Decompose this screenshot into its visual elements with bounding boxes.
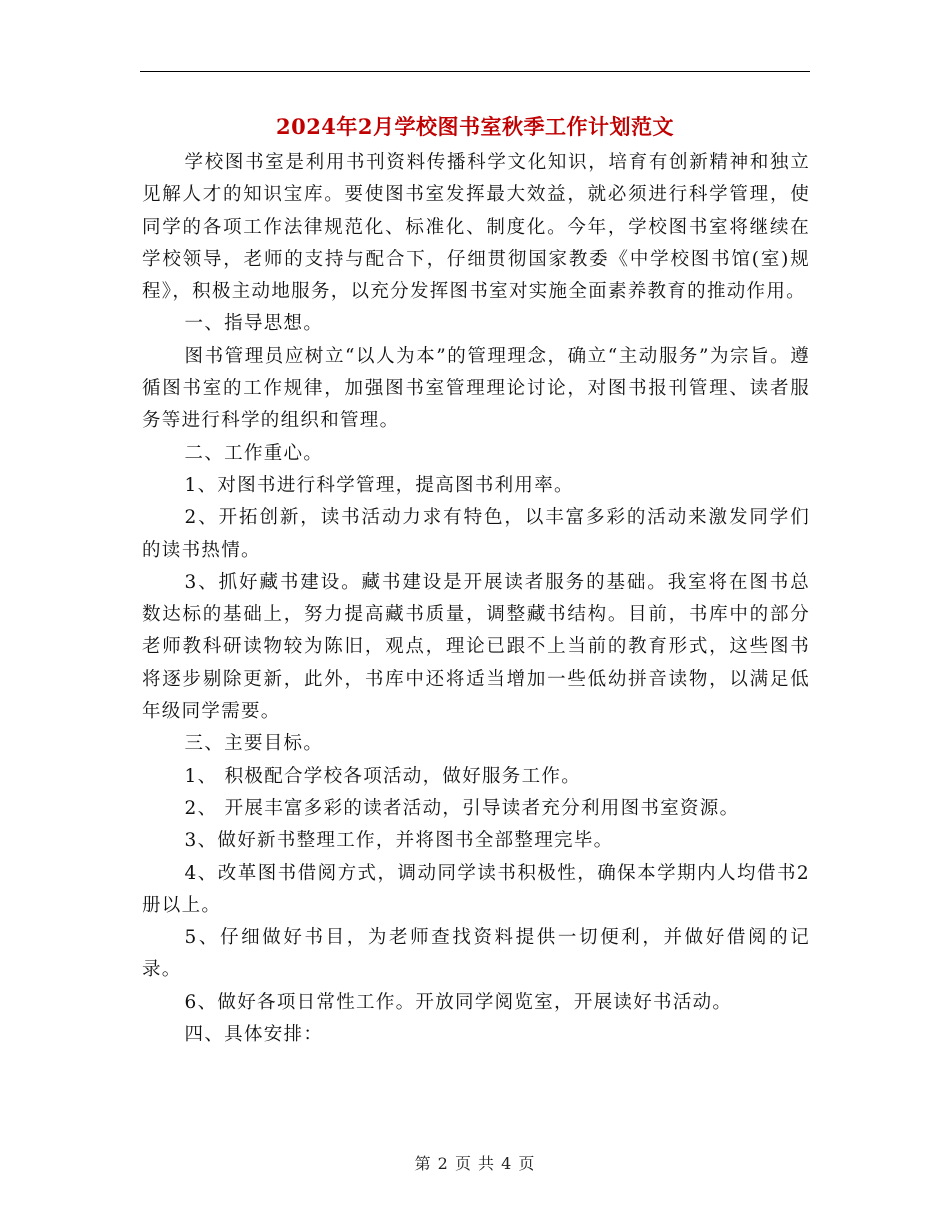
work-focus-item-1: 1、对图书进行科学管理，提高图书利用率。 (184, 474, 574, 496)
guiding-thought-paragraph: 图书管理员应树立“以人为本”的管理理念，确立“主动服务”为宗旨。遵循图书室的工作规律，加强图书室管理理论讨论，对图书报刊管理、读者服务等进行科学的组织和管理。 (142, 345, 810, 432)
work-focus-item-3: 3、抓好藏书建设。藏书建设是开展读者服务的基础。我室将在图书总数达标的基础上，努力提高藏书质量，调整藏书结构。目前，书库中的部分老师教科研读物较为陈旧，观点，理论已跟不上当前的教育形式，这些图书将逐步剔除更新，此外，书库中还将适当增加一些低幼拼音读物，以满足低年级同学需要。 (142, 571, 810, 723)
main-goal-item-2: 2、 开展丰富多彩的读者活动，引导读者充分利用图书室资源。 (184, 797, 740, 819)
section-heading-main-goals: 三、主要目标。 (184, 733, 324, 755)
section-heading-arrangement: 四、具体安排： (184, 1024, 324, 1046)
header-rule (140, 71, 810, 72)
work-focus-item-2: 2、开拓创新，读书活动力求有特色，以丰富多彩的活动来激发同学们的读书热情。 (142, 507, 810, 561)
intro-paragraph: 学校图书室是利用书刊资料传播科学文化知识，培育有创新精神和独立见解人才的知识宝库。要使图书室发挥最大效益，就必须进行科学管理，使同学的各项工作法律规范化、标准化、制度化。今年，学校图书室将继续在学校领导，老师的支持与配合下，仔细贯彻国家教委《中学校图书馆(室)规程》，积极主动地服务，以充分发挥图书室对实施全面素养教育的推动作用。 (142, 152, 810, 303)
document-body (142, 147, 810, 1051)
main-goal-item-4: 4、改革图书借阅方式，调动同学读书积极性，确保本学期内人均借书2册以上。 (142, 862, 810, 916)
section-heading-work-focus: 二、工作重心。 (184, 442, 324, 464)
document-title: 2024年2月学校图书室秋季工作计划范文 (275, 114, 675, 139)
main-goal-item-1: 1、 积极配合学校各项活动，做好服务工作。 (184, 765, 581, 787)
main-goal-item-6: 6、做好各项日常性工作。开放同学阅览室，开展读好书活动。 (184, 991, 733, 1013)
main-goal-item-3: 3、做好新书整理工作，并将图书全部整理完毕。 (184, 830, 614, 852)
main-goal-item-5: 5、仔细做好书目，为老师查找资料提供一切便利，并做好借阅的记录。 (142, 927, 810, 981)
page-number-footer: 第 2 页 共 4 页 (414, 1154, 536, 1173)
section-heading-guiding-thought: 一、指导思想。 (184, 313, 324, 335)
